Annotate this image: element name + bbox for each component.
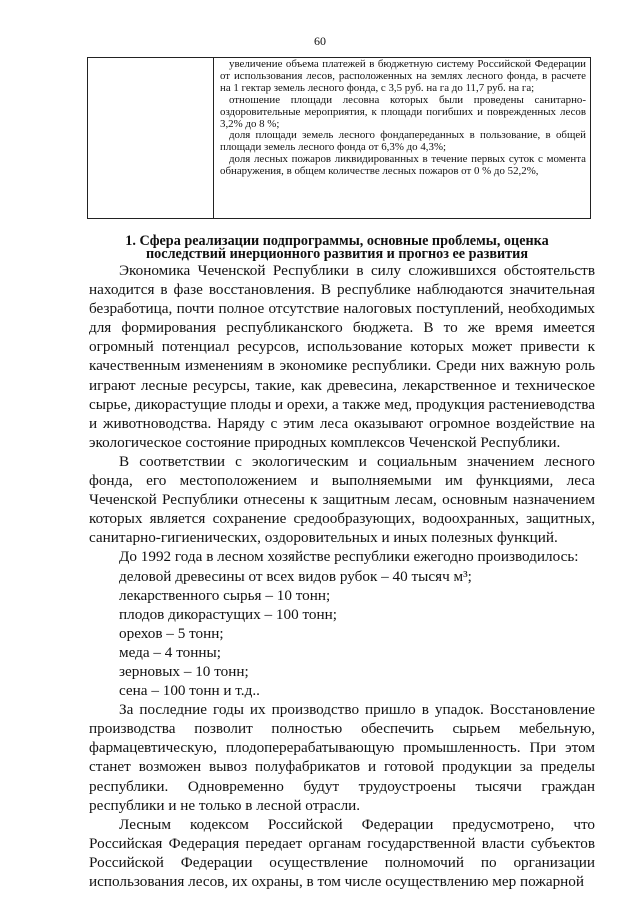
paragraph-decline: За последние годы их производство пришло в упадок. Восстановление производства позволит полностью обеспечить сырьем мебельную, фармацевтическую, плодоперерабатывающую промышленность. При этом станет возможен вывоз полуфабрикатов и готовой продукции за пределы республики. Одновременно будут трудоустроены тысячи граждан республики и не только в лесной отрасли. [89, 701, 595, 814]
paragraph-production-intro: До 1992 года в лесном хозяйстве республики ежегодно производилось: [119, 548, 579, 566]
paragraph-forest-code: Лесным кодексом Российской Федерации предусмотрено, что Российская Федерация передает органам государственной власти субъектов Российской Федерации осуществление полномочий по организации использования лесов, их охраны, в том числе осуществлению мер пожарной [89, 815, 595, 890]
list-item: плодов дикорастущих – 100 тонн; [119, 605, 338, 623]
section-heading: 1. Сфера реализации подпрограммы, основные проблемы, оценка последствий инерционного развития и прогноз ее развития [125, 233, 549, 262]
list-item: зерновых – 10 тонн; [119, 662, 249, 680]
indicator-item: увеличение объема платежей в бюджетную систему Российской Федерации от использования лесов, расположенных на землях лесного фонда, в расчете на 1 гектар земель лесного фонда, с 3,5 руб. на га до 11,7 руб. на га; [220, 58, 586, 94]
indicator-item: доля лесных пожаров ликвидированных в течение первых суток с момента обнаружения, в общем количестве лесных пожаров от 0 % до 52,2%, [220, 153, 586, 178]
paragraph-protective-forests: В соответствии с экологическим и социальным значением лесного фонда, его местоположением и выполняемыми им функциями, леса Чеченской Республики отнесены к защитным лесам, основным назначением которых является сохранение средообразующих, водоохранных, защитных, санитарно-гигиенических, оздоровительных и иных полезных функций. [89, 452, 595, 547]
table-column-divider [213, 58, 214, 218]
list-item: лекарственного сырья – 10 тонн; [119, 586, 331, 604]
production-list [89, 567, 595, 701]
list-item: орехов – 5 тонн; [119, 624, 224, 642]
list-item: сена – 100 тонн и т.д.. [119, 682, 260, 700]
paragraph-economy: Экономика Чеченской Республики в силу сложившихся обстоятельств находится в фазе восстановления. В республике наблюдаются значительная безработица, почти полное отсутствие налоговых поступлений, необходимых для формирования республиканского бюджета. В то же время имеется огромный потенциал ресурсов, использование которых может привести к качественным изменениям в экономике республики. Среди них важную роль играют лесные ресурсы, такие, как древесина, лекарственное и техническое сырье, дикорастущие плоды и орехи, а также мед, продукция растениеводства и животноводства. Наряду с этим леса оказывают огромное воздействие на экологическое состояние природных комплексов Чеченской Республики. [89, 262, 595, 451]
indicator-item: отношение площади лесовна которых были проведены санитарно-оздоровительные мероприятия, к площади погибших и поврежденных лесов 3,2% до 8 %; [220, 93, 586, 130]
body-text [89, 261, 595, 891]
indicators-cell [220, 59, 586, 178]
indicators-table [87, 57, 591, 219]
indicator-item: доля площади земель лесного фондапереданных в пользование, в общей площади земель лесного фонда от 6,3% до 4,3%; [220, 129, 586, 154]
page-number: 60 [314, 34, 326, 48]
list-item: деловой древесины от всех видов рубок – 40 тысяч м³; [119, 567, 472, 585]
list-item: меда – 4 тонны; [119, 643, 221, 661]
